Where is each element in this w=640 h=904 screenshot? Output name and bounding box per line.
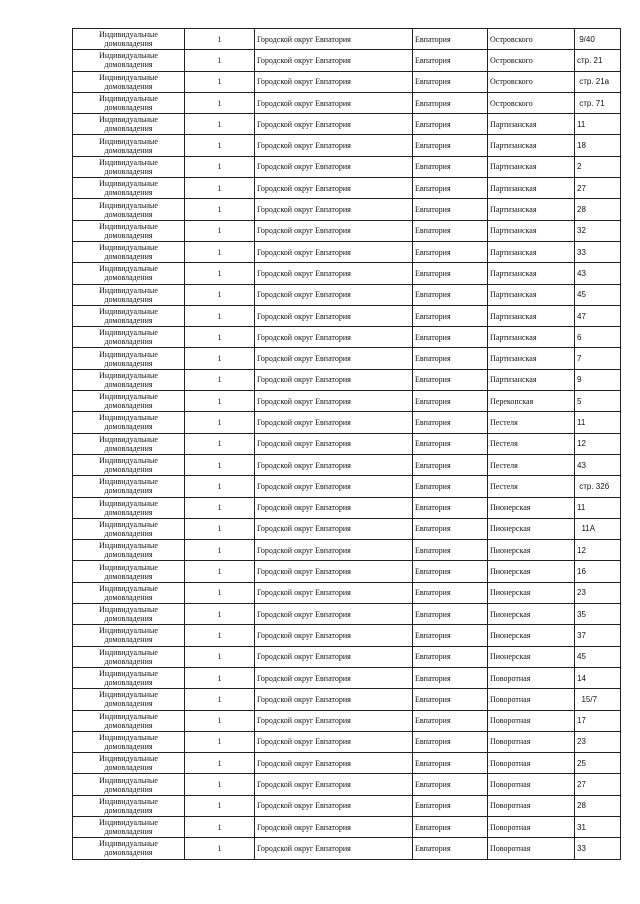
street-cell: Партизанская <box>488 241 575 262</box>
count-cell: 1 <box>185 518 255 539</box>
house-number-cell: стр. 71 <box>575 92 621 113</box>
count-cell: 1 <box>185 348 255 369</box>
city-cell: Евпатория <box>413 667 488 688</box>
table-row <box>73 348 621 369</box>
house-number-cell: 43 <box>575 454 621 475</box>
count-cell: 1 <box>185 454 255 475</box>
table-row <box>73 29 621 50</box>
city-cell: Евпатория <box>413 582 488 603</box>
count-cell: 1 <box>185 433 255 454</box>
street-cell: Пестеля <box>488 454 575 475</box>
district-cell: Городской округ Евпатория <box>255 689 413 710</box>
house-number-cell: 25 <box>575 753 621 774</box>
street-cell: Партизанская <box>488 156 575 177</box>
street-cell: Пионерская <box>488 497 575 518</box>
street-cell: Островского <box>488 50 575 71</box>
house-number-cell: 33 <box>575 838 621 859</box>
street-cell: Поворотная <box>488 838 575 859</box>
district-cell: Городской округ Евпатория <box>255 795 413 816</box>
city-cell: Евпатория <box>413 92 488 113</box>
house-number-cell: 12 <box>575 433 621 454</box>
count-cell: 1 <box>185 92 255 113</box>
street-cell: Поворотная <box>488 795 575 816</box>
table-row <box>73 582 621 603</box>
district-cell: Городской округ Евпатория <box>255 156 413 177</box>
city-cell: Евпатория <box>413 178 488 199</box>
count-cell: 1 <box>185 412 255 433</box>
count-cell: 1 <box>185 625 255 646</box>
count-cell: 1 <box>185 284 255 305</box>
city-cell: Евпатория <box>413 731 488 752</box>
house-number-cell: 45 <box>575 284 621 305</box>
street-cell: Партизанская <box>488 263 575 284</box>
count-cell: 1 <box>185 667 255 688</box>
count-cell: 1 <box>185 582 255 603</box>
count-cell: 1 <box>185 156 255 177</box>
object-type-cell: Индивидуальные домовладения <box>73 29 185 50</box>
city-cell: Евпатория <box>413 604 488 625</box>
count-cell: 1 <box>185 263 255 284</box>
object-type-cell: Индивидуальные домовладения <box>73 50 185 71</box>
count-cell: 1 <box>185 114 255 135</box>
house-number-cell: 12 <box>575 540 621 561</box>
table-row <box>73 50 621 71</box>
city-cell: Евпатория <box>413 497 488 518</box>
street-cell: Партизанская <box>488 327 575 348</box>
object-type-cell: Индивидуальные домовладения <box>73 327 185 348</box>
house-number-cell: 43 <box>575 263 621 284</box>
table-row <box>73 518 621 539</box>
table-row <box>73 220 621 241</box>
house-number-cell: 27 <box>575 774 621 795</box>
object-type-cell: Индивидуальные домовладения <box>73 369 185 390</box>
table-row <box>73 433 621 454</box>
table-row <box>73 284 621 305</box>
object-type-cell: Индивидуальные домовладения <box>73 284 185 305</box>
object-type-cell: Индивидуальные домовладения <box>73 710 185 731</box>
district-cell: Городской округ Евпатория <box>255 220 413 241</box>
table-row <box>73 497 621 518</box>
object-type-cell: Индивидуальные домовладения <box>73 625 185 646</box>
object-type-cell: Индивидуальные домовладения <box>73 667 185 688</box>
table-row <box>73 454 621 475</box>
address-table-body <box>73 29 621 860</box>
house-number-cell: стр. 21 <box>575 50 621 71</box>
object-type-cell: Индивидуальные домовладения <box>73 71 185 92</box>
count-cell: 1 <box>185 178 255 199</box>
object-type-cell: Индивидуальные домовладения <box>73 114 185 135</box>
city-cell: Евпатория <box>413 816 488 837</box>
count-cell: 1 <box>185 241 255 262</box>
object-type-cell: Индивидуальные домовладения <box>73 178 185 199</box>
city-cell: Евпатория <box>413 412 488 433</box>
city-cell: Евпатория <box>413 625 488 646</box>
count-cell: 1 <box>185 135 255 156</box>
object-type-cell: Индивидуальные домовладения <box>73 838 185 859</box>
street-cell: Поворотная <box>488 710 575 731</box>
house-number-cell: 33 <box>575 241 621 262</box>
table-row <box>73 816 621 837</box>
street-cell: Поворотная <box>488 774 575 795</box>
object-type-cell: Индивидуальные домовладения <box>73 816 185 837</box>
district-cell: Городской округ Евпатория <box>255 391 413 412</box>
table-row <box>73 241 621 262</box>
object-type-cell: Индивидуальные домовладения <box>73 156 185 177</box>
city-cell: Евпатория <box>413 199 488 220</box>
house-number-cell: 27 <box>575 178 621 199</box>
count-cell: 1 <box>185 561 255 582</box>
object-type-cell: Индивидуальные домовладения <box>73 348 185 369</box>
house-number-cell: 7 <box>575 348 621 369</box>
street-cell: Пестеля <box>488 433 575 454</box>
district-cell: Городской округ Евпатория <box>255 433 413 454</box>
object-type-cell: Индивидуальные домовладения <box>73 582 185 603</box>
table-row <box>73 135 621 156</box>
count-cell: 1 <box>185 199 255 220</box>
street-cell: Пионерская <box>488 540 575 561</box>
house-number-cell: стр. 21а <box>575 71 621 92</box>
count-cell: 1 <box>185 29 255 50</box>
object-type-cell: Индивидуальные домовладения <box>73 241 185 262</box>
house-number-cell: 23 <box>575 582 621 603</box>
city-cell: Евпатория <box>413 50 488 71</box>
city-cell: Евпатория <box>413 561 488 582</box>
object-type-cell: Индивидуальные домовладения <box>73 476 185 497</box>
street-cell: Партизанская <box>488 114 575 135</box>
house-number-cell: 15/7 <box>575 689 621 710</box>
street-cell: Пестеля <box>488 412 575 433</box>
table-row <box>73 689 621 710</box>
district-cell: Городской округ Евпатория <box>255 497 413 518</box>
table-row <box>73 476 621 497</box>
city-cell: Евпатория <box>413 433 488 454</box>
city-cell: Евпатория <box>413 348 488 369</box>
house-number-cell: 47 <box>575 305 621 326</box>
district-cell: Городской округ Евпатория <box>255 199 413 220</box>
table-row <box>73 838 621 859</box>
table-row <box>73 92 621 113</box>
street-cell: Пионерская <box>488 625 575 646</box>
count-cell: 1 <box>185 710 255 731</box>
table-row <box>73 391 621 412</box>
count-cell: 1 <box>185 369 255 390</box>
city-cell: Евпатория <box>413 241 488 262</box>
city-cell: Евпатория <box>413 71 488 92</box>
district-cell: Городской округ Евпатория <box>255 667 413 688</box>
street-cell: Пестеля <box>488 476 575 497</box>
city-cell: Евпатория <box>413 540 488 561</box>
house-number-cell: 17 <box>575 710 621 731</box>
object-type-cell: Индивидуальные домовладения <box>73 433 185 454</box>
house-number-cell: 9 <box>575 369 621 390</box>
city-cell: Евпатория <box>413 263 488 284</box>
street-cell: Пионерская <box>488 604 575 625</box>
house-number-cell: 11 <box>575 412 621 433</box>
district-cell: Городской округ Евпатория <box>255 50 413 71</box>
street-cell: Партизанская <box>488 220 575 241</box>
street-cell: Партизанская <box>488 284 575 305</box>
street-cell: Пионерская <box>488 582 575 603</box>
table-row <box>73 327 621 348</box>
district-cell: Городской округ Евпатория <box>255 348 413 369</box>
table-row <box>73 369 621 390</box>
object-type-cell: Индивидуальные домовладения <box>73 497 185 518</box>
district-cell: Городской округ Евпатория <box>255 710 413 731</box>
district-cell: Городской округ Евпатория <box>255 604 413 625</box>
object-type-cell: Индивидуальные домовладения <box>73 540 185 561</box>
city-cell: Евпатория <box>413 391 488 412</box>
table-row <box>73 412 621 433</box>
city-cell: Евпатория <box>413 476 488 497</box>
street-cell: Островского <box>488 29 575 50</box>
house-number-cell: 37 <box>575 625 621 646</box>
street-cell: Партизанская <box>488 369 575 390</box>
city-cell: Евпатория <box>413 156 488 177</box>
city-cell: Евпатория <box>413 305 488 326</box>
district-cell: Городской округ Евпатория <box>255 774 413 795</box>
table-row <box>73 199 621 220</box>
city-cell: Евпатория <box>413 774 488 795</box>
house-number-cell: 5 <box>575 391 621 412</box>
house-number-cell: 28 <box>575 795 621 816</box>
house-number-cell: 16 <box>575 561 621 582</box>
address-table <box>72 28 621 860</box>
district-cell: Городской округ Евпатория <box>255 646 413 667</box>
city-cell: Евпатория <box>413 29 488 50</box>
object-type-cell: Индивидуальные домовладения <box>73 518 185 539</box>
count-cell: 1 <box>185 71 255 92</box>
street-cell: Поворотная <box>488 689 575 710</box>
city-cell: Евпатория <box>413 114 488 135</box>
district-cell: Городской округ Евпатория <box>255 114 413 135</box>
object-type-cell: Индивидуальные домовладения <box>73 454 185 475</box>
district-cell: Городской округ Евпатория <box>255 241 413 262</box>
house-number-cell: 9/40 <box>575 29 621 50</box>
city-cell: Евпатория <box>413 327 488 348</box>
count-cell: 1 <box>185 305 255 326</box>
city-cell: Евпатория <box>413 518 488 539</box>
street-cell: Пионерская <box>488 518 575 539</box>
object-type-cell: Индивидуальные домовладения <box>73 263 185 284</box>
object-type-cell: Индивидуальные домовладения <box>73 135 185 156</box>
object-type-cell: Индивидуальные домовладения <box>73 753 185 774</box>
district-cell: Городской округ Евпатория <box>255 625 413 646</box>
house-number-cell: 6 <box>575 327 621 348</box>
city-cell: Евпатория <box>413 284 488 305</box>
object-type-cell: Индивидуальные домовладения <box>73 391 185 412</box>
street-cell: Партизанская <box>488 135 575 156</box>
count-cell: 1 <box>185 838 255 859</box>
street-cell: Поворотная <box>488 753 575 774</box>
table-row <box>73 156 621 177</box>
count-cell: 1 <box>185 646 255 667</box>
street-cell: Пионерская <box>488 561 575 582</box>
table-row <box>73 774 621 795</box>
house-number-cell: 14 <box>575 667 621 688</box>
street-cell: Островского <box>488 92 575 113</box>
table-row <box>73 540 621 561</box>
district-cell: Городской округ Евпатория <box>255 263 413 284</box>
district-cell: Городской округ Евпатория <box>255 412 413 433</box>
street-cell: Пионерская <box>488 646 575 667</box>
house-number-cell: 45 <box>575 646 621 667</box>
house-number-cell: 11 <box>575 114 621 135</box>
city-cell: Евпатория <box>413 135 488 156</box>
street-cell: Поворотная <box>488 816 575 837</box>
object-type-cell: Индивидуальные домовладения <box>73 305 185 326</box>
house-number-cell: 35 <box>575 604 621 625</box>
table-row <box>73 305 621 326</box>
object-type-cell: Индивидуальные домовладения <box>73 220 185 241</box>
city-cell: Евпатория <box>413 454 488 475</box>
house-number-cell: 11 <box>575 497 621 518</box>
street-cell: Партизанская <box>488 178 575 199</box>
object-type-cell: Индивидуальные домовладения <box>73 199 185 220</box>
street-cell: Партизанская <box>488 348 575 369</box>
count-cell: 1 <box>185 540 255 561</box>
house-number-cell: 31 <box>575 816 621 837</box>
district-cell: Городской округ Евпатория <box>255 816 413 837</box>
city-cell: Евпатория <box>413 220 488 241</box>
object-type-cell: Индивидуальные домовладения <box>73 604 185 625</box>
street-cell: Партизанская <box>488 305 575 326</box>
count-cell: 1 <box>185 476 255 497</box>
table-row <box>73 178 621 199</box>
district-cell: Городской округ Евпатория <box>255 540 413 561</box>
city-cell: Евпатория <box>413 795 488 816</box>
count-cell: 1 <box>185 753 255 774</box>
street-cell: Островского <box>488 71 575 92</box>
district-cell: Городской округ Евпатория <box>255 518 413 539</box>
house-number-cell: 11А <box>575 518 621 539</box>
count-cell: 1 <box>185 731 255 752</box>
house-number-cell: 18 <box>575 135 621 156</box>
district-cell: Городской округ Евпатория <box>255 561 413 582</box>
object-type-cell: Индивидуальные домовладения <box>73 795 185 816</box>
table-row <box>73 667 621 688</box>
district-cell: Городской округ Евпатория <box>255 476 413 497</box>
district-cell: Городской округ Евпатория <box>255 753 413 774</box>
table-row <box>73 625 621 646</box>
house-number-cell: 2 <box>575 156 621 177</box>
table-row <box>73 710 621 731</box>
table-row <box>73 604 621 625</box>
district-cell: Городской округ Евпатория <box>255 29 413 50</box>
table-row <box>73 646 621 667</box>
street-cell: Поворотная <box>488 667 575 688</box>
count-cell: 1 <box>185 795 255 816</box>
count-cell: 1 <box>185 497 255 518</box>
object-type-cell: Индивидуальные домовладения <box>73 412 185 433</box>
table-row <box>73 263 621 284</box>
district-cell: Городской округ Евпатория <box>255 454 413 475</box>
object-type-cell: Индивидуальные домовладения <box>73 646 185 667</box>
count-cell: 1 <box>185 689 255 710</box>
count-cell: 1 <box>185 50 255 71</box>
count-cell: 1 <box>185 816 255 837</box>
district-cell: Городской округ Евпатория <box>255 838 413 859</box>
house-number-cell: 28 <box>575 199 621 220</box>
district-cell: Городской округ Евпатория <box>255 284 413 305</box>
city-cell: Евпатория <box>413 753 488 774</box>
object-type-cell: Индивидуальные домовладения <box>73 561 185 582</box>
count-cell: 1 <box>185 327 255 348</box>
count-cell: 1 <box>185 391 255 412</box>
city-cell: Евпатория <box>413 710 488 731</box>
district-cell: Городской округ Евпатория <box>255 369 413 390</box>
district-cell: Городской округ Евпатория <box>255 178 413 199</box>
street-cell: Перекопская <box>488 391 575 412</box>
table-row <box>73 114 621 135</box>
district-cell: Городской округ Евпатория <box>255 305 413 326</box>
street-cell: Партизанская <box>488 199 575 220</box>
count-cell: 1 <box>185 774 255 795</box>
table-row <box>73 71 621 92</box>
house-number-cell: 32 <box>575 220 621 241</box>
object-type-cell: Индивидуальные домовладения <box>73 92 185 113</box>
object-type-cell: Индивидуальные домовладения <box>73 731 185 752</box>
city-cell: Евпатория <box>413 689 488 710</box>
city-cell: Евпатория <box>413 838 488 859</box>
district-cell: Городской округ Евпатория <box>255 71 413 92</box>
table-row <box>73 731 621 752</box>
object-type-cell: Индивидуальные домовладения <box>73 689 185 710</box>
city-cell: Евпатория <box>413 369 488 390</box>
district-cell: Городской округ Евпатория <box>255 327 413 348</box>
table-row <box>73 561 621 582</box>
table-row <box>73 753 621 774</box>
count-cell: 1 <box>185 220 255 241</box>
house-number-cell: стр. 32б <box>575 476 621 497</box>
city-cell: Евпатория <box>413 646 488 667</box>
district-cell: Городской округ Евпатория <box>255 582 413 603</box>
count-cell: 1 <box>185 604 255 625</box>
house-number-cell: 23 <box>575 731 621 752</box>
district-cell: Городской округ Евпатория <box>255 731 413 752</box>
object-type-cell: Индивидуальные домовладения <box>73 774 185 795</box>
district-cell: Городской округ Евпатория <box>255 92 413 113</box>
table-row <box>73 795 621 816</box>
district-cell: Городской округ Евпатория <box>255 135 413 156</box>
street-cell: Поворотная <box>488 731 575 752</box>
